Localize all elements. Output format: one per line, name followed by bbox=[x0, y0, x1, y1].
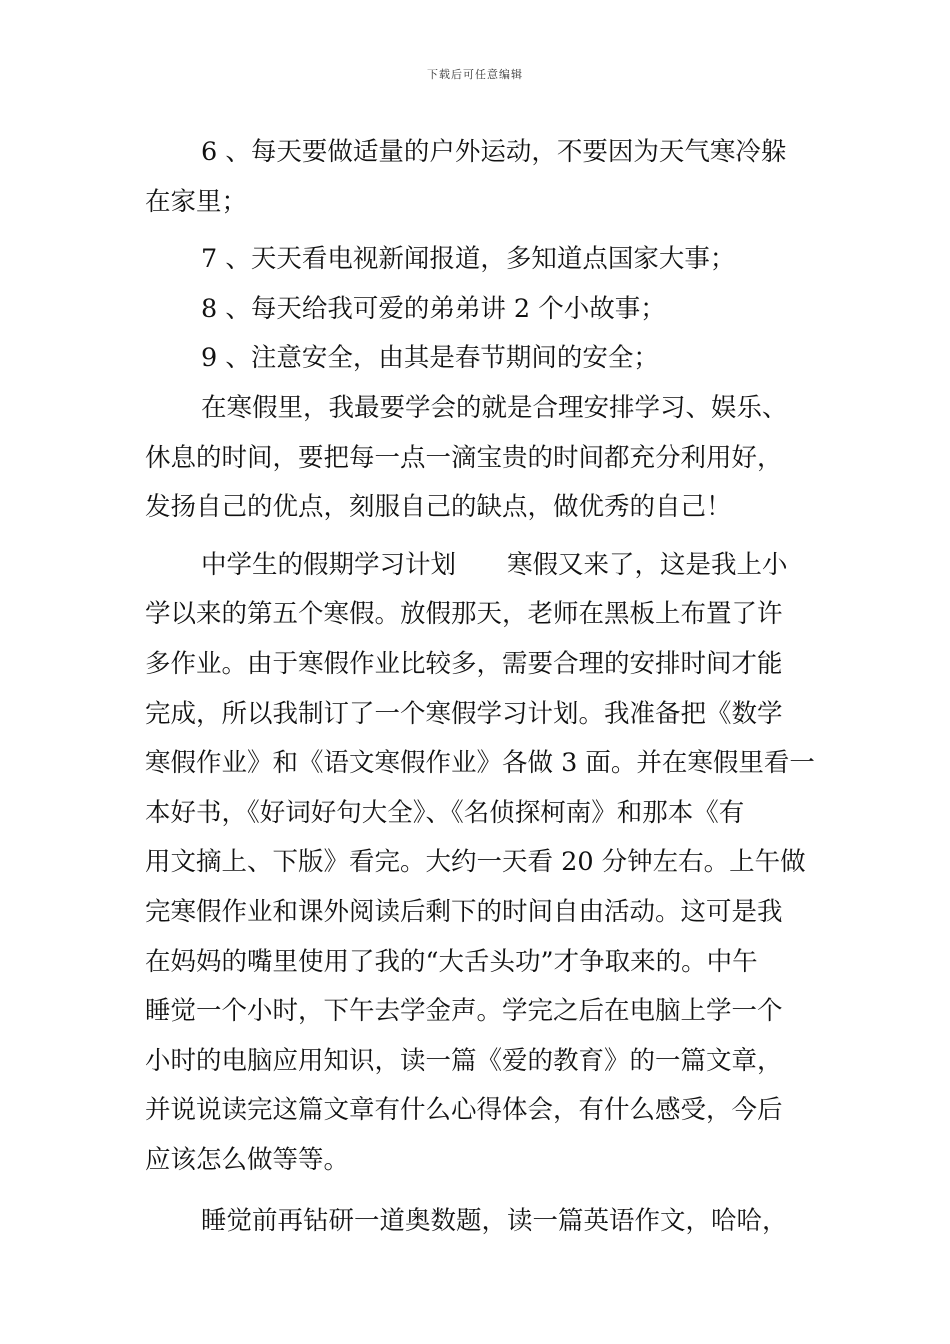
text-line: 休息的时间，要把每一点一滴宝贵的时间都充分利用好， bbox=[145, 442, 783, 473]
text-line: 中学生的假期学习计划 寒假又来了，这是我上小 bbox=[201, 549, 788, 580]
text-line: 并说说读完这篇文章有什么心得体会，有什么感受，今后 bbox=[145, 1095, 783, 1126]
text-line: 小时的电脑应用知识，读一篇《爱的教育》的一篇文章， bbox=[145, 1045, 783, 1076]
text-line: 睡觉前再钻研一道奥数题，读一篇英语作文，哈哈， bbox=[201, 1206, 788, 1237]
text-line: 学以来的第五个寒假。放假那天，老师在黑板上布置了许 bbox=[145, 599, 783, 630]
page-header: 下载后可任意编辑 bbox=[427, 68, 523, 81]
text-line: 完成，所以我制订了一个寒假学习计划。我准备把《数学 bbox=[145, 698, 783, 729]
text-line: 在妈妈的嘴里使用了我的“大舌头功”才争取来的。中午 bbox=[145, 946, 758, 977]
text-line: 应该怎么做等等。 bbox=[145, 1144, 350, 1175]
text-line: 发扬自己的优点，刻服自己的缺点，做优秀的自己！ bbox=[145, 492, 732, 523]
text-line: 在寒假里，我最要学会的就是合理安排学习、娱乐、 bbox=[201, 392, 788, 423]
text-line: 用文摘上、下版》看完。大约一天看 20 分钟左右。上午做 bbox=[145, 847, 806, 878]
text-line: 6 、每天要做适量的户外运动，不要因为天气寒冷躲 bbox=[201, 137, 787, 167]
text-line: 寒假作业》和《语文寒假作业》各做 3 面。并在寒假里看一 bbox=[145, 748, 815, 779]
document-body bbox=[145, 128, 815, 1247]
text-line: 在家里； bbox=[145, 186, 248, 217]
text-line: 本好书，《好词好句大全》、《名侦探柯南》和那本《有 bbox=[145, 797, 745, 828]
text-line: 9 、注意安全，由其是春节期间的安全； bbox=[201, 343, 659, 374]
text-line: 完寒假作业和课外阅读后剩下的时间自由活动。这可是我 bbox=[145, 896, 783, 927]
text-line: 7 、天天看电视新闻报道，多知道点国家大事； bbox=[201, 244, 736, 275]
text-line: 多作业。由于寒假作业比较多，需要合理的安排时间才能 bbox=[145, 648, 783, 679]
text-line: 睡觉一个小时，下午去学金声。学完之后在电脑上学一个 bbox=[145, 996, 783, 1027]
text-line: 8 、每天给我可爱的弟弟讲 2 个小故事； bbox=[201, 293, 666, 324]
